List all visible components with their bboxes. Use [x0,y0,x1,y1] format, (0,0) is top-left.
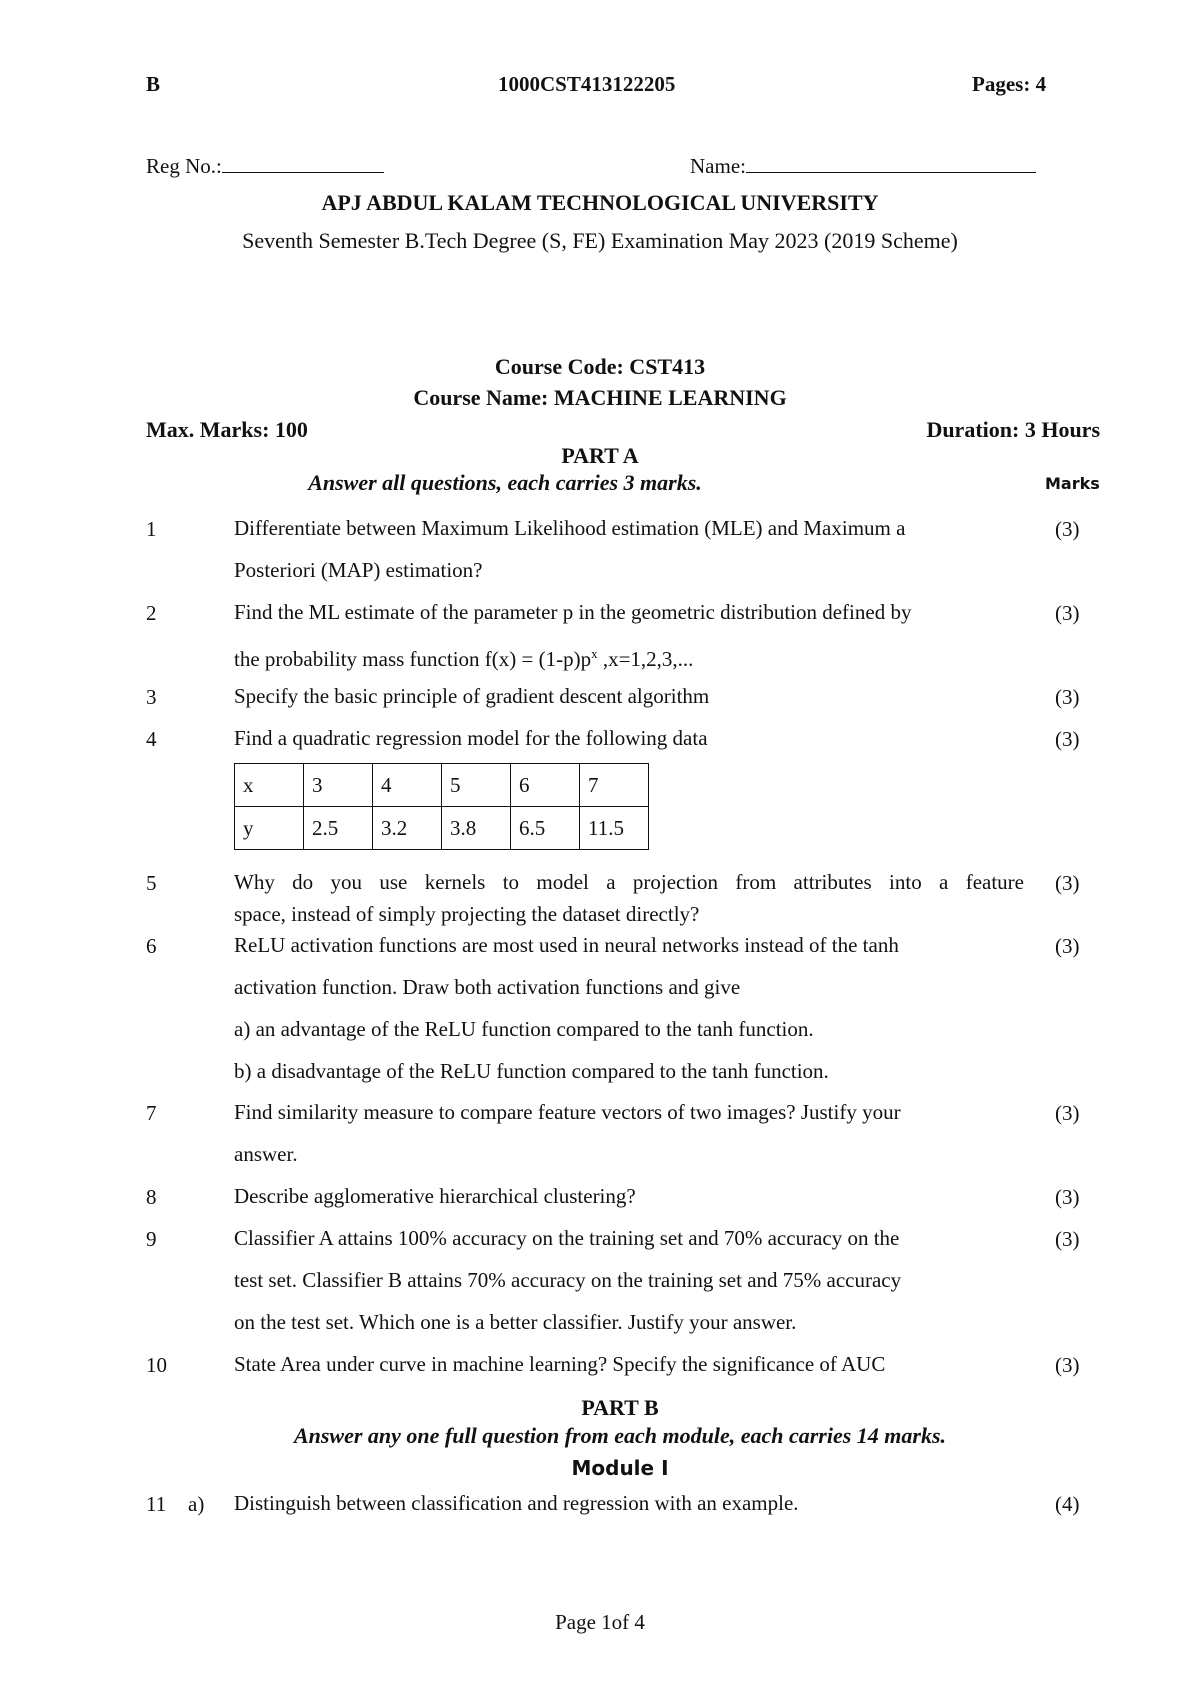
question-number: 7 [146,1101,157,1125]
formula-superscript: x [591,646,598,661]
name-label: Name: [690,154,746,178]
part-a-instruction: Answer all questions, each carries 3 marks. [308,470,702,495]
table-cell: 6.5 [511,807,580,850]
question-text [234,1482,1024,1524]
course-name: Course Name: MACHINE LEARNING [413,385,787,410]
marks-column-label: Marks [1045,474,1100,493]
question-number: 10 [146,1353,167,1377]
table-cell: 5 [442,764,511,807]
table-cell: y [235,807,304,850]
question-number: 3 [146,685,157,709]
part-b-title: PART B [581,1395,659,1420]
table-cell: 11.5 [580,807,649,850]
question-marks: (3) [1055,601,1080,625]
question-text [234,1091,1024,1175]
question-number: 4 [146,727,157,751]
question-text [234,866,1024,930]
table-cell: 7 [580,764,649,807]
question-text [234,675,1024,717]
reg-no-label: Reg No.: [146,154,222,178]
question-number: 2 [146,601,157,625]
question-line: b) a disadvantage of the ReLU function compared to the tanh function. [234,1059,829,1083]
question-line: space, instead of simply projecting the dataset directly? [234,902,700,926]
name-field [690,154,1036,179]
table-row [235,764,649,807]
question-marks: (3) [1055,1227,1080,1251]
question-line: ReLU activation functions are most used in neural networks instead of the tanh [234,933,899,957]
page-footer: Page 1of 4 [555,1610,645,1634]
question-text [234,1343,1024,1385]
question-subpart: a) [188,1492,205,1516]
question-marks: (3) [1055,871,1080,895]
question-line: Why do you use kernels to model a projection from attributes into a feature [234,870,1024,894]
question-marks: (4) [1055,1492,1080,1516]
question-line: Classifier A attains 100% accuracy on the training set and 70% accuracy on the [234,1226,900,1250]
question-line: test set. Classifier B attains 70% accuracy on the training set and 75% accuracy [234,1268,902,1292]
question-line: Find a quadratic regression model for the following data [234,726,708,750]
name-blank [746,154,1036,173]
question-marks: (3) [1055,517,1080,541]
question-marks: (3) [1055,1101,1080,1125]
question-marks: (3) [1055,727,1080,751]
question-text [234,507,1024,591]
reg-no-field [146,154,384,179]
question-line: Specify the basic principle of gradient descent algorithm [234,684,710,708]
question-marks: (3) [1055,1185,1080,1209]
max-marks: Max. Marks: 100 [146,417,308,442]
question-line: answer. [234,1142,298,1166]
part-a-title: PART A [561,443,639,468]
table-cell: 6 [511,764,580,807]
question-text [234,1175,1024,1217]
question-marks: (3) [1055,685,1080,709]
question-line: Describe agglomerative hierarchical clustering? [234,1184,636,1208]
formula-text: the probability mass function f(x) = (1-p)p [234,647,592,671]
regression-data-table [234,763,649,850]
university-name: APJ ABDUL KALAM TECHNOLOGICAL UNIVERSITY [321,190,879,215]
module-title: Module I [571,1456,669,1480]
question-text [234,1217,1024,1343]
question-number: 9 [146,1227,157,1251]
question-line: on the test set. Which one is a better classifier. Justify your answer. [234,1310,797,1334]
question-line: Posteriori (MAP) estimation? [234,558,483,582]
paper-set: B [146,72,161,96]
question-line: Differentiate between Maximum Likelihood estimation (MLE) and Maximum a [234,516,906,540]
table-cell: 4 [373,764,442,807]
question-text [234,924,1024,1092]
question-line: State Area under curve in machine learning? Specify the significance of AUC [234,1352,886,1376]
table-cell: x [235,764,304,807]
duration: Duration: 3 Hours [926,417,1100,442]
question-text [234,591,1024,680]
question-marks: (3) [1055,934,1080,958]
table-cell: 2.5 [304,807,373,850]
question-text [234,717,1024,759]
question-number: 1 [146,517,157,541]
paper-code: 1000CST413122205 [498,72,676,96]
question-number: 6 [146,934,157,958]
question-line: Distinguish between classification and regression with an example. [234,1491,799,1515]
question-line: Find the ML estimate of the parameter p in the geometric distribution defined by [234,600,912,624]
question-line: Find similarity measure to compare feature vectors of two images? Justify your [234,1100,901,1124]
page-count: Pages: 4 [972,72,1047,96]
question-line [234,633,1024,680]
table-row [235,807,649,850]
part-b-instruction: Answer any one full question from each module, each carries 14 marks. [293,1423,947,1448]
question-number: 8 [146,1185,157,1209]
question-marks: (3) [1055,1353,1080,1377]
table-cell: 3 [304,764,373,807]
reg-no-blank [222,154,384,173]
table-cell: 3.2 [373,807,442,850]
table-cell: 3.8 [442,807,511,850]
question-number: 11 [146,1492,167,1516]
exam-title: Seventh Semester B.Tech Degree (S, FE) Examination May 2023 (2019 Scheme) [242,228,958,253]
question-number: 5 [146,871,157,895]
question-line: a) an advantage of the ReLU function compared to the tanh function. [234,1017,814,1041]
formula-domain: ,x=1,2,3,... [597,647,694,671]
question-line: activation function. Draw both activation functions and give [234,975,741,999]
course-code: Course Code: CST413 [494,354,706,379]
